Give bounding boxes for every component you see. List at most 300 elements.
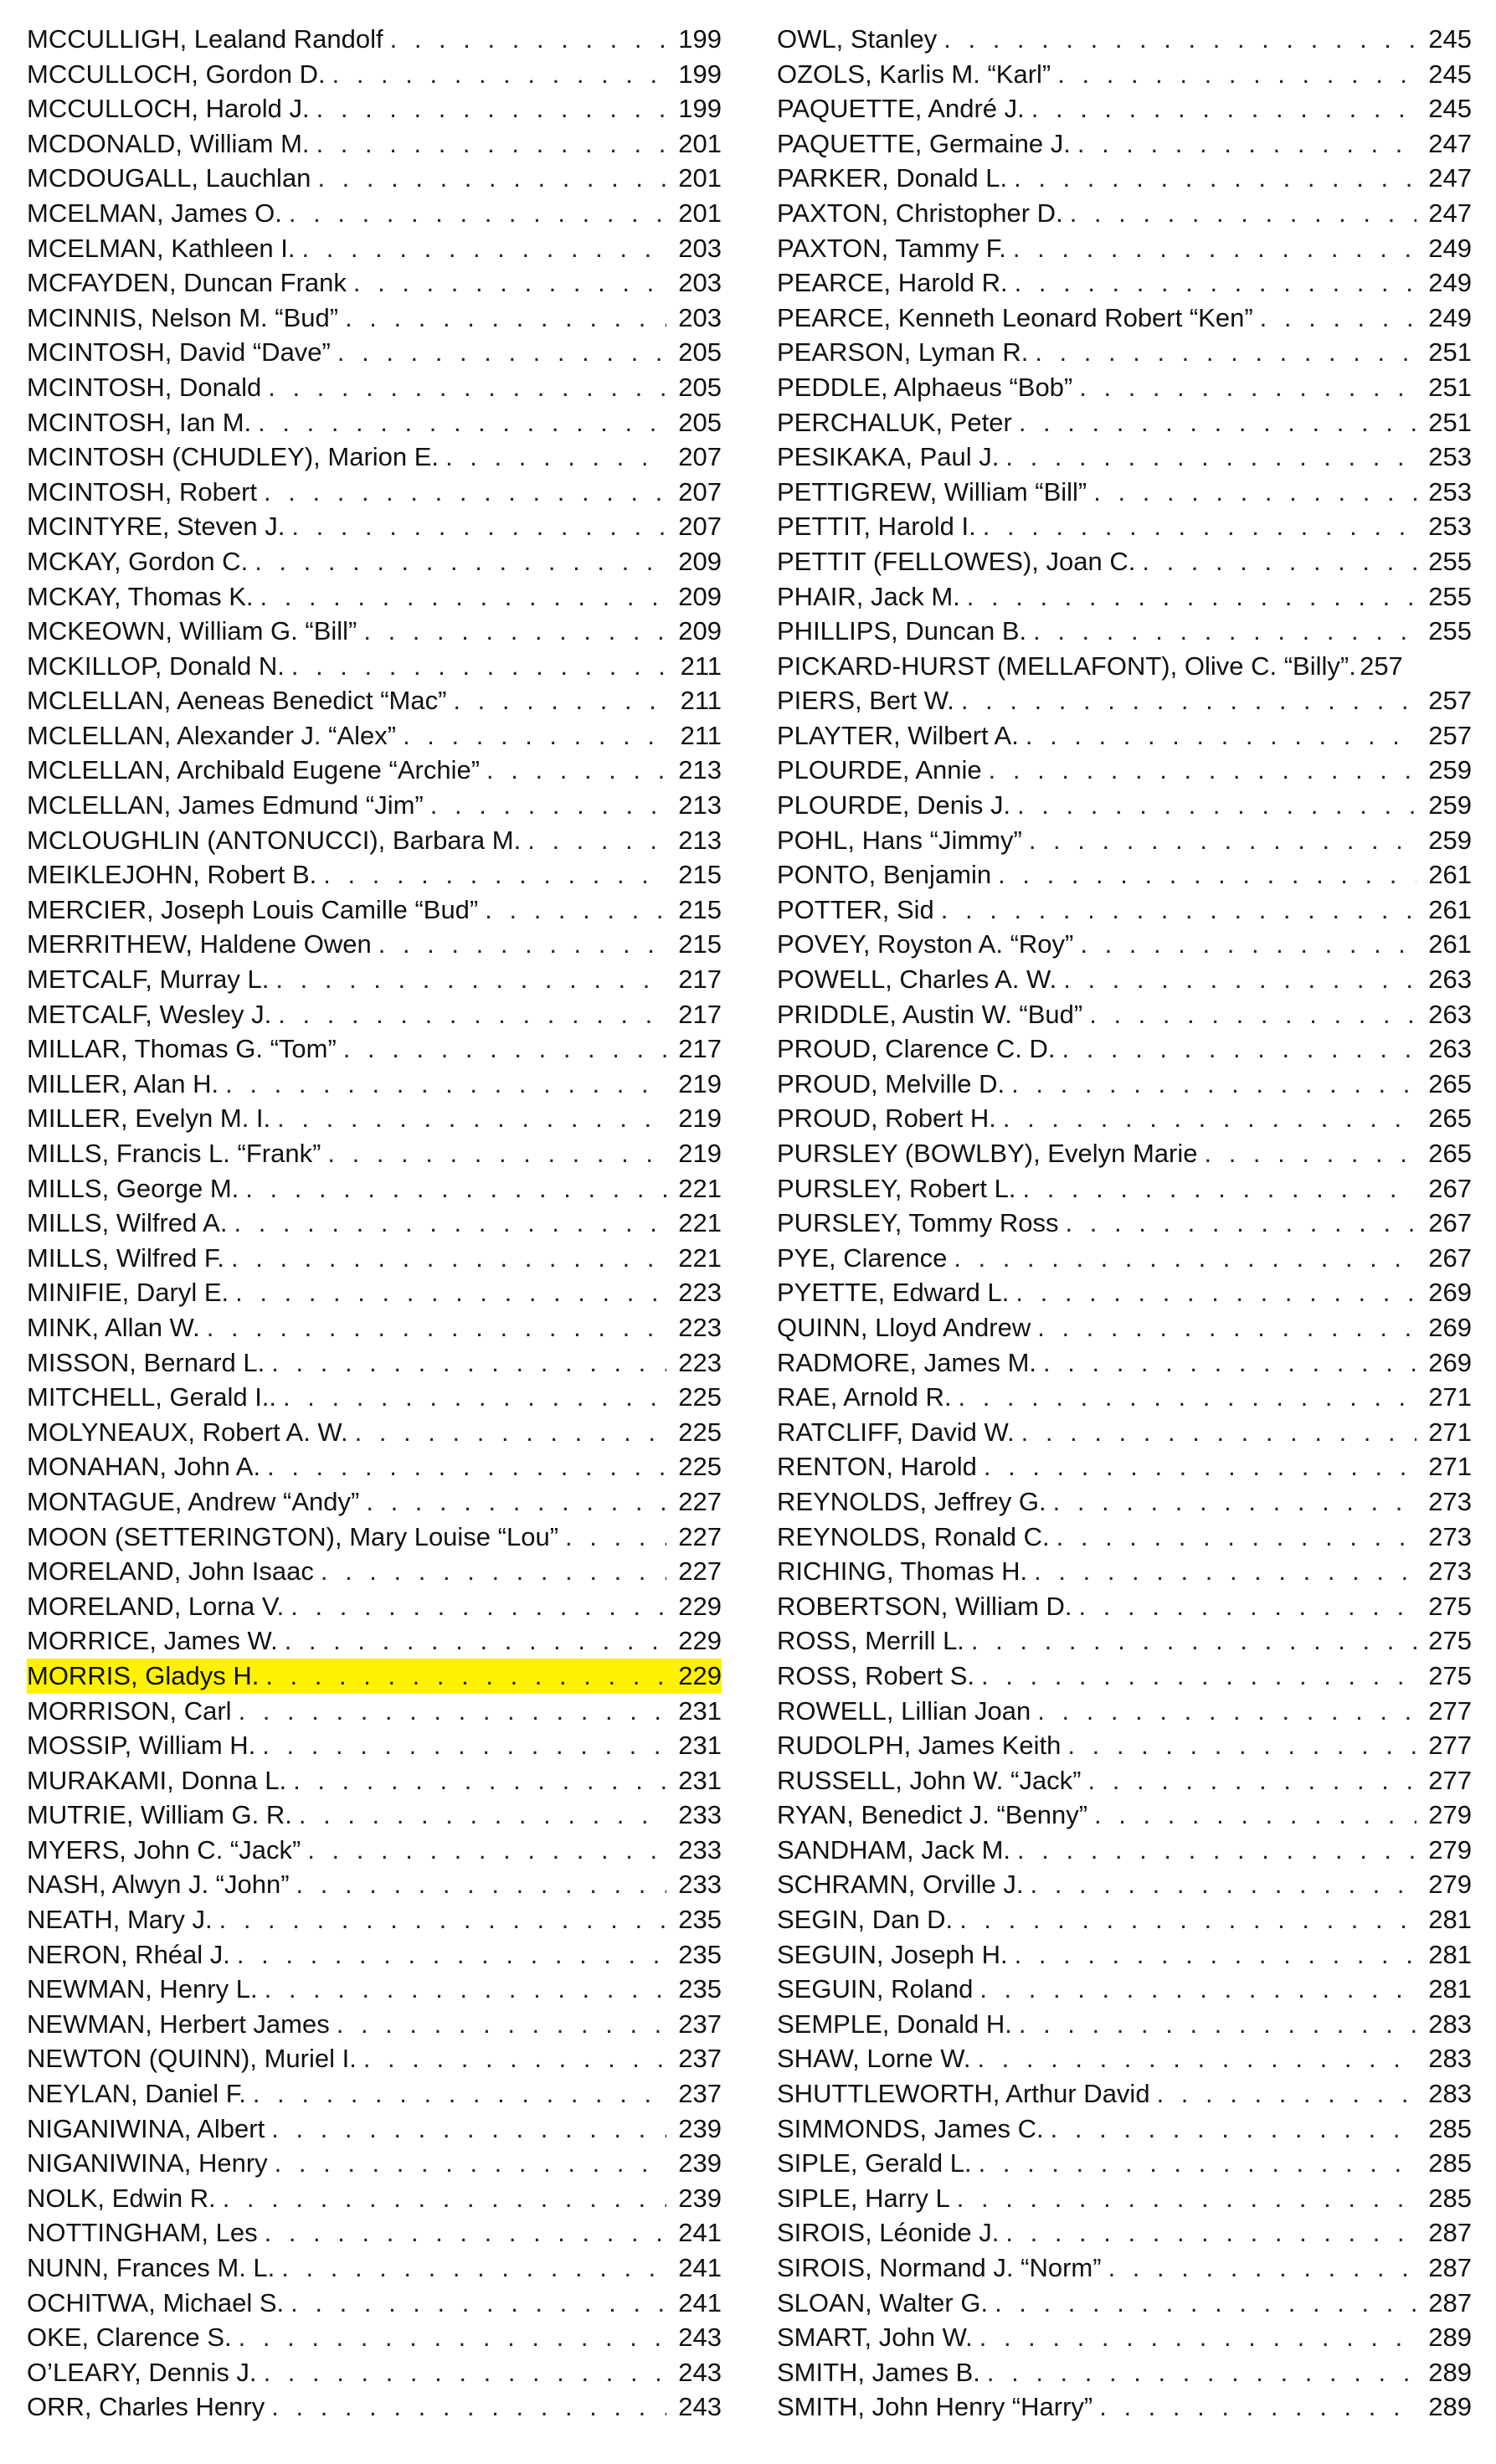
dot-leader	[989, 753, 1416, 788]
index-entry	[27, 544, 722, 579]
dot-leader	[430, 788, 666, 823]
dot-leader	[995, 2286, 1416, 2321]
entry-page-number: 225	[678, 1452, 722, 1482]
entry-page-number: 269	[1428, 1278, 1472, 1308]
index-entry	[27, 788, 722, 823]
dot-leader	[979, 1972, 1416, 2007]
dot-leader	[271, 2389, 666, 2425]
entry-name: SANDHAM, Jack M.	[777, 1834, 1011, 1865]
entry-page-number: 217	[678, 965, 722, 995]
entry-name: ROSS, Robert S.	[777, 1660, 975, 1690]
dot-leader	[979, 2146, 1416, 2181]
entry-name: MILLS, Francis L. “Frank”	[27, 1139, 321, 1168]
entry-page-number: 251	[1428, 407, 1472, 437]
entry-name: MILLAR, Thomas G. “Tom”	[27, 1034, 337, 1064]
entry-name: MILLS, Wilfred A.	[27, 1208, 228, 1238]
dot-leader	[296, 1867, 666, 1902]
entry-page-number: 279	[1428, 1834, 1472, 1865]
index-entry	[777, 440, 1472, 475]
entry-name: MCKEOWN, William G. “Bill”	[27, 616, 357, 646]
entry-name: PROUD, Clarence C. D.	[777, 1034, 1056, 1064]
index-entry	[27, 823, 722, 858]
dot-leader	[262, 1728, 666, 1763]
dot-leader	[565, 1520, 666, 1555]
entry-page-number: 233	[678, 1800, 722, 1830]
index-entry	[27, 1520, 722, 1555]
entry-page-number: 261	[1428, 894, 1472, 924]
entry-page-number: 257	[1360, 651, 1403, 681]
entry-name: PYETTE, Edward L.	[777, 1278, 1010, 1308]
dot-leader	[958, 1380, 1416, 1415]
index-entry	[777, 2251, 1472, 2286]
entry-page-number: 223	[678, 1278, 722, 1308]
entry-page-number: 277	[1428, 1765, 1472, 1795]
entry-name: RICHING, Thomas H.	[777, 1556, 1028, 1587]
entry-name: MINIFIE, Daryl E.	[27, 1278, 229, 1308]
entry-page-number: 223	[678, 1347, 722, 1377]
entry-page-number: 243	[678, 2357, 722, 2387]
dot-leader	[1015, 1937, 1416, 1973]
entry-page-number: 209	[678, 546, 722, 576]
entry-page-number: 289	[1428, 2357, 1472, 2387]
entry-page-number: 275	[1428, 1660, 1472, 1690]
entry-page-number: 261	[1428, 860, 1472, 890]
index-entry	[27, 57, 722, 92]
index-entry	[777, 1833, 1472, 1868]
dot-leader	[321, 1554, 666, 1589]
entry-page-number: 281	[1428, 1905, 1472, 1935]
entry-name: PLOURDE, Denis J.	[777, 790, 1011, 820]
entry-page-number: 213	[678, 755, 722, 785]
dot-leader	[223, 2181, 666, 2216]
index-entry	[27, 126, 722, 162]
entry-name: NOTTINGHAM, Les	[27, 2218, 258, 2248]
entry-name: MCINNIS, Nelson M. “Bud”	[27, 302, 339, 332]
entry-page-number: 245	[1428, 94, 1472, 124]
index-entry	[27, 997, 722, 1032]
index-entry	[777, 1659, 1472, 1694]
entry-name: NEYLAN, Daniel F.	[27, 2079, 246, 2109]
index-entry	[777, 614, 1472, 649]
entry-name: POVEY, Royston A. “Roy”	[777, 929, 1074, 959]
entry-name: NOLK, Edwin R.	[27, 2183, 216, 2213]
entry-name: RATCLIFF, David W.	[777, 1417, 1015, 1447]
dot-leader	[278, 997, 666, 1032]
index-entry	[27, 370, 722, 405]
entry-name: PEDDLE, Alphaeus “Bob”	[777, 372, 1073, 402]
entry-page-number: 261	[1428, 929, 1472, 959]
entry-name: RAE, Arnold R.	[777, 1382, 952, 1412]
entry-name: NEWMAN, Henry L.	[27, 1974, 258, 2004]
index-entry	[777, 962, 1472, 997]
entry-name: PURSLEY, Robert L.	[777, 1173, 1016, 1203]
entry-page-number: 287	[1428, 2287, 1472, 2317]
entry-page-number: 213	[678, 825, 722, 855]
entry-page-number: 251	[1428, 372, 1472, 402]
index-entry	[777, 509, 1472, 544]
dot-leader	[1079, 370, 1416, 405]
dot-leader	[1157, 2076, 1416, 2112]
entry-name: MINK, Allan W.	[27, 1312, 200, 1342]
dot-leader	[1093, 475, 1416, 510]
dot-leader	[327, 1136, 666, 1171]
entry-name: PIERS, Bert W.	[777, 686, 954, 716]
dot-leader	[1056, 1520, 1416, 1555]
index-entry	[27, 440, 722, 475]
entry-name: MORRISON, Carl	[27, 1695, 232, 1726]
entry-name: PETTIT, Harold I.	[777, 512, 976, 542]
entry-page-number: 241	[678, 2218, 722, 2248]
index-entry	[777, 1728, 1472, 1763]
dot-leader	[1019, 2007, 1416, 2042]
index-entry	[777, 1484, 1472, 1520]
entry-page-number: 265	[1428, 1103, 1472, 1134]
entry-page-number: 265	[1428, 1139, 1472, 1168]
entry-name: PAQUETTE, André J.	[777, 94, 1025, 124]
index-entry	[27, 1554, 722, 1589]
entry-page-number: 215	[678, 929, 722, 959]
dot-leader	[1204, 1136, 1416, 1171]
index-entry	[777, 579, 1472, 615]
entry-page-number: 237	[678, 2009, 722, 2039]
entry-page-number: 201	[678, 198, 722, 228]
entry-page-number: 271	[1428, 1417, 1472, 1447]
index-entry	[27, 1798, 722, 1833]
dot-leader	[453, 683, 666, 718]
entry-page-number: 229	[678, 1591, 722, 1621]
dot-leader	[967, 579, 1416, 615]
entry-page-number: 227	[678, 1521, 722, 1551]
index-entry	[27, 301, 722, 336]
dot-leader	[290, 1589, 666, 1624]
entry-page-number: 227	[678, 1486, 722, 1516]
entry-page-number: 259	[1428, 825, 1472, 855]
entry-page-number: 239	[678, 2148, 722, 2179]
dot-leader	[231, 1241, 666, 1276]
dot-leader	[245, 1171, 666, 1206]
entry-page-number: 259	[1428, 790, 1472, 820]
index-entry	[777, 2076, 1472, 2112]
index-entry	[777, 1972, 1472, 2007]
index-entry	[27, 196, 722, 231]
dot-leader	[254, 544, 666, 579]
dot-leader	[1070, 196, 1416, 231]
entry-name: PAXTON, Christopher D.	[777, 198, 1063, 228]
dot-leader	[1021, 1415, 1416, 1450]
entry-name: OWL, Stanley	[777, 24, 938, 54]
entry-name: NEATH, Mary J.	[27, 1905, 213, 1935]
entry-name: OZOLS, Karlis M. “Karl”	[777, 59, 1051, 89]
index-entry	[777, 2215, 1472, 2251]
entry-page-number: 283	[1428, 2009, 1472, 2039]
dot-leader	[1142, 544, 1416, 579]
entry-page-number: 243	[678, 2392, 722, 2422]
entry-name: PLOURDE, Annie	[777, 755, 982, 785]
index-entry	[27, 91, 722, 126]
entry-name: PROUD, Melville D.	[777, 1068, 1005, 1098]
entry-page-number: 211	[680, 651, 722, 681]
index-entry	[27, 1763, 722, 1798]
entry-page-number: 257	[1428, 720, 1472, 750]
dot-leader	[1099, 2389, 1416, 2425]
entry-name: MOON (SETTERINGTON), Mary Louise “Lou”	[27, 1521, 559, 1551]
index-entry	[777, 1763, 1472, 1798]
index-entry	[27, 649, 722, 684]
index-entry	[27, 2181, 722, 2216]
entry-name: MITCHELL, Gerald I..	[27, 1382, 277, 1412]
entry-name: SMITH, James B.	[777, 2357, 980, 2387]
dot-leader	[1011, 1067, 1416, 1102]
index-entry	[777, 301, 1472, 336]
index-entry	[777, 1937, 1472, 1973]
dot-leader	[1077, 126, 1416, 162]
index-entry	[27, 1241, 722, 1276]
dot-leader	[275, 962, 666, 997]
entry-name: SEMPLE, Donald H.	[777, 2009, 1012, 2039]
entry-name: MOSSIP, William H.	[27, 1731, 256, 1761]
entry-name: SIMMONDS, James C.	[777, 2113, 1044, 2143]
entry-page-number: 205	[678, 372, 722, 402]
entry-page-number: 263	[1428, 965, 1472, 995]
dot-leader	[289, 196, 666, 231]
index-entry	[27, 1589, 722, 1624]
entry-name: SIPLE, Gerald L.	[777, 2148, 972, 2179]
dot-leader	[345, 301, 666, 336]
entry-name: PARKER, Donald L.	[777, 163, 1008, 193]
entry-page-number: 215	[678, 860, 722, 890]
entry-name: PETTIGREW, William “Bill”	[777, 476, 1087, 507]
entry-page-number: 231	[678, 1765, 722, 1795]
index-entry	[777, 1415, 1472, 1450]
entry-page-number: 221	[678, 1242, 722, 1273]
index-entry	[27, 2286, 722, 2321]
entry-name: SEGIN, Dan D.	[777, 1905, 954, 1935]
dot-leader	[253, 2076, 666, 2112]
entry-name: SHAW, Lorne W.	[777, 2044, 971, 2074]
dot-leader	[1094, 1798, 1416, 1833]
index-entry	[27, 22, 722, 57]
index-entry	[777, 683, 1472, 718]
entry-name: PRIDDLE, Austin W. “Bud”	[777, 999, 1083, 1029]
index-entry	[777, 2007, 1472, 2042]
index-entry	[777, 1449, 1472, 1484]
index-entry	[27, 2355, 722, 2390]
dot-leader	[363, 2041, 666, 2076]
entry-page-number: 249	[1428, 268, 1472, 298]
entry-name: MCKAY, Gordon C.	[27, 546, 249, 576]
entry-name: MCCULLOCH, Harold J.	[27, 94, 310, 124]
index-entry	[777, 1623, 1472, 1659]
dot-leader	[987, 2355, 1416, 2390]
dot-leader	[1022, 1171, 1416, 1206]
dot-leader	[1031, 1867, 1416, 1902]
dot-leader	[366, 1484, 666, 1520]
dot-leader	[1014, 161, 1416, 196]
entry-name: POWELL, Charles A. W.	[777, 965, 1057, 995]
dot-leader	[353, 265, 666, 301]
index-entry	[27, 892, 722, 928]
index-entry	[777, 1171, 1472, 1206]
dot-leader	[1019, 405, 1416, 440]
index-entry	[27, 753, 722, 788]
entry-name: MCFAYDEN, Duncan Frank	[27, 268, 347, 298]
entry-page-number: 211	[680, 686, 722, 716]
index-entry	[27, 231, 722, 266]
index-entry	[777, 649, 1472, 684]
entry-page-number: 237	[678, 2044, 722, 2074]
dot-leader	[1079, 1589, 1416, 1624]
index-entry	[777, 1520, 1472, 1555]
dot-leader	[1035, 335, 1416, 370]
dot-leader	[941, 892, 1416, 928]
entry-name: MILLS, Wilfred F.	[27, 1242, 224, 1273]
entry-page-number: 217	[678, 999, 722, 1029]
index-entry	[27, 2041, 722, 2076]
entry-name: POTTER, Sid	[777, 894, 934, 924]
dot-leader	[984, 1449, 1416, 1484]
index-entry	[777, 1902, 1472, 1937]
dot-leader	[1043, 1345, 1416, 1381]
entry-page-number: 245	[1428, 24, 1472, 54]
dot-leader	[981, 1659, 1416, 1694]
index-entry	[27, 857, 722, 892]
entry-name: RUDOLPH, James Keith	[777, 1731, 1062, 1761]
index-entry	[777, 1589, 1472, 1624]
dot-leader	[355, 1415, 666, 1450]
entry-name: MILLER, Evelyn M. I.	[27, 1103, 271, 1134]
entry-name: PICKARD-HURST (MELLAFONT), Olive C. “Billy”.	[777, 651, 1356, 681]
entry-page-number: 247	[1428, 198, 1472, 228]
entry-name: MCINTOSH, David “Dave”	[27, 337, 331, 368]
entry-page-number: 273	[1428, 1521, 1472, 1551]
index-entry	[777, 2112, 1472, 2147]
dot-leader	[363, 614, 666, 649]
dot-leader	[283, 1380, 666, 1415]
entry-page-number: 213	[678, 790, 722, 820]
dot-leader	[234, 1206, 666, 1241]
entry-page-number: 201	[678, 128, 722, 158]
entry-page-number: 289	[1428, 2392, 1472, 2422]
entry-page-number: 277	[1428, 1695, 1472, 1726]
entry-name: NERON, Rhéal J.	[27, 1939, 230, 1969]
index-entry	[777, 1275, 1472, 1310]
dot-leader	[1066, 1206, 1416, 1241]
dot-leader	[258, 405, 666, 440]
dot-leader	[1080, 927, 1416, 962]
dot-leader	[959, 1902, 1416, 1937]
index-entry	[777, 2320, 1472, 2355]
index-entry	[777, 1067, 1472, 1102]
entry-name: SIPLE, Harry L	[777, 2183, 950, 2213]
index-entry	[27, 1484, 722, 1520]
dot-leader	[235, 1275, 666, 1310]
entry-page-number: 229	[678, 1660, 722, 1690]
index-entry	[27, 2146, 722, 2181]
entry-page-number: 285	[1428, 2113, 1472, 2143]
entry-page-number: 199	[678, 94, 722, 124]
entry-page-number: 221	[678, 1173, 722, 1203]
dot-leader	[317, 161, 666, 196]
entry-page-number: 251	[1428, 337, 1472, 368]
entry-name: RADMORE, James M.	[777, 1347, 1037, 1377]
entry-name: REYNOLDS, Jeffrey G.	[777, 1486, 1046, 1516]
dot-leader	[1015, 265, 1416, 301]
entry-name: MCCULLOCH, Gordon D.	[27, 59, 326, 89]
dot-leader	[954, 1241, 1416, 1276]
dot-leader	[971, 1623, 1416, 1659]
entry-name: SMART, John W.	[777, 2323, 973, 2353]
entry-name: MCELMAN, James O.	[27, 198, 282, 228]
entry-page-number: 281	[1428, 1939, 1472, 1969]
dot-leader	[1031, 91, 1416, 126]
index-entry	[777, 2389, 1472, 2425]
entry-page-number: 269	[1428, 1347, 1472, 1377]
entry-page-number: 255	[1428, 546, 1472, 576]
entry-page-number: 287	[1428, 2253, 1472, 2282]
index-entry	[27, 614, 722, 649]
index-entry	[777, 265, 1472, 301]
entry-page-number: 219	[678, 1139, 722, 1168]
index-entry	[777, 22, 1472, 57]
index-entry	[27, 509, 722, 544]
entry-page-number: 223	[678, 1312, 722, 1342]
dot-leader	[316, 91, 666, 126]
entry-name: METCALF, Murray L.	[27, 965, 270, 995]
entry-page-number: 207	[678, 476, 722, 507]
entry-name: MILLS, George M.	[27, 1173, 239, 1203]
index-entry	[27, 1067, 722, 1102]
entry-name: O’LEARY, Dennis J.	[27, 2357, 257, 2387]
entry-name: MONAHAN, John A.	[27, 1452, 261, 1482]
entry-name: RENTON, Harold	[777, 1452, 977, 1482]
index-entry	[27, 1728, 722, 1763]
index-entry	[777, 718, 1472, 754]
dot-leader	[403, 718, 666, 754]
entry-name: SCHRAMN, Orville J.	[777, 1870, 1024, 1900]
entry-name: ROBERTSON, William D.	[777, 1591, 1072, 1621]
entry-name: SLOAN, Walter G.	[777, 2287, 989, 2317]
entry-page-number: 263	[1428, 999, 1472, 1029]
dot-leader	[291, 509, 666, 544]
entry-name: RYAN, Benedict J. “Benny”	[777, 1800, 1088, 1830]
index-entry	[777, 1206, 1472, 1241]
entry-name: SEGUIN, Roland	[777, 1974, 974, 2004]
dot-leader	[1057, 57, 1416, 92]
index-entry	[777, 91, 1472, 126]
entry-name: MCDOUGALL, Lauchlan	[27, 163, 311, 193]
index-entry	[27, 2320, 722, 2355]
entry-name: MCINTOSH, Robert	[27, 476, 258, 507]
entry-page-number: 229	[678, 1626, 722, 1656]
entry-name: SIROIS, Léonide J.	[777, 2218, 1000, 2248]
entry-page-number: 283	[1428, 2044, 1472, 2074]
index-entry	[777, 2146, 1472, 2181]
entry-name: MORELAND, Lorna V.	[27, 1591, 285, 1621]
entry-name: MCELMAN, Kathleen I.	[27, 233, 296, 263]
dot-leader	[281, 2251, 666, 2286]
entry-name: MCKILLOP, Donald N.	[27, 651, 285, 681]
entry-page-number: 271	[1428, 1452, 1472, 1482]
entry-name: MONTAGUE, Andrew “Andy”	[27, 1486, 360, 1516]
entry-page-number: 247	[1428, 163, 1472, 193]
entry-name: PEARCE, Kenneth Leonard Robert “Ken”	[777, 302, 1253, 332]
entry-page-number: 235	[678, 1905, 722, 1935]
entry-name: PHAIR, Jack M.	[777, 581, 960, 611]
dot-leader	[1005, 2215, 1416, 2251]
index-entry	[27, 1694, 722, 1729]
dot-leader	[527, 823, 666, 858]
entry-page-number: 231	[678, 1731, 722, 1761]
